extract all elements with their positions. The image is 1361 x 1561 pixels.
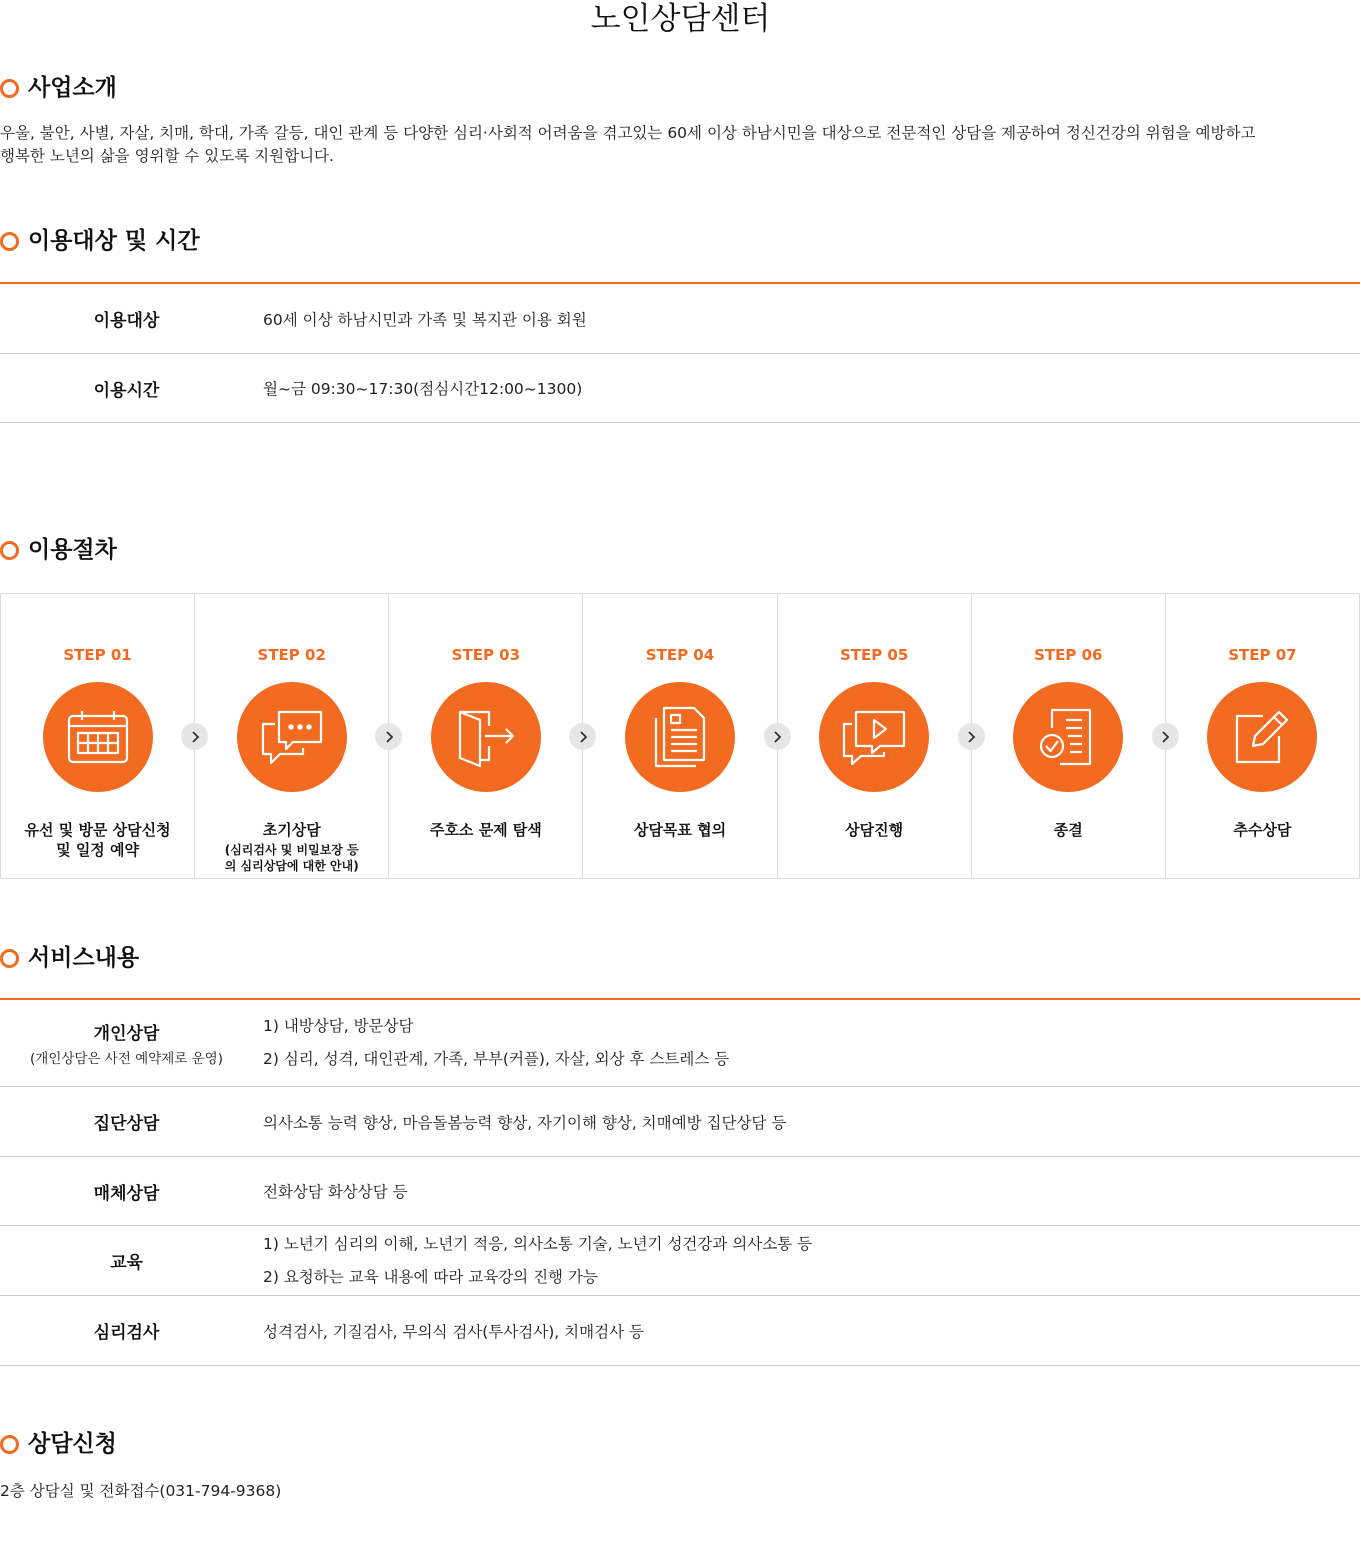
row-label: 심리검사: [93, 1323, 160, 1343]
step-icon-circle: [431, 682, 541, 792]
value-line: 1) 노년기 심리의 이해, 노년기 적응, 의사소통 기술, 노년기 성건강과 의사소통 등: [263, 1234, 813, 1253]
table-row: [0, 354, 1360, 423]
chevron-right-icon: [384, 731, 394, 743]
row-label-text: 개인상담: [93, 1024, 160, 1044]
video-chat-icon: [840, 708, 908, 766]
row-value: 전화상담 화상상담 등: [263, 1183, 408, 1201]
step-label: 상담진행: [845, 821, 904, 839]
services-table: [0, 998, 1360, 1366]
section-title: 상담신청: [28, 1431, 117, 1457]
step-icon-circle: [819, 682, 929, 792]
value-line: 1) 내방상담, 방문상담: [263, 1017, 414, 1035]
chat-bubbles-icon: [259, 708, 325, 766]
circle-bullet-icon: [0, 1435, 19, 1454]
step-card: [1, 594, 195, 878]
table-row: [0, 1226, 1360, 1296]
intro-text: [0, 122, 1300, 168]
value-line: 2) 심리, 성격, 대인관계, 가족, 부부(커플), 자살, 외상 후 스트레스 등: [263, 1050, 730, 1068]
intro-line-2: 행복한 노년의 삶을 영위할 수 있도록 지원합니다.: [0, 147, 334, 165]
step-arrow: [764, 723, 791, 750]
step-card: [1166, 594, 1359, 878]
step-label-line: 및 일정 예약: [56, 841, 140, 859]
row-label-sub: (개인상담은 사전 예약제로 운영): [30, 1051, 223, 1067]
table-row: [0, 1087, 1360, 1157]
step-number: STEP 05: [839, 646, 909, 664]
section-title: 사업소개: [28, 75, 117, 101]
step-number: STEP 01: [63, 646, 132, 664]
apply-text: 2층 상담실 및 전화접수(031-794-9368): [0, 1482, 282, 1500]
row-value: [253, 1010, 1360, 1076]
chevron-right-icon: [1160, 731, 1170, 743]
section-title: 이용절차: [28, 537, 117, 563]
chevron-right-icon: [772, 731, 782, 743]
row-value: 의사소통 능력 향상, 마음돌봄능력 향상, 자기이해 향상, 치매예방 집단상담 등: [263, 1113, 787, 1132]
step-label: 상담목표 협의: [633, 821, 727, 839]
section-heading-procedure: [0, 533, 117, 567]
section-title: 서비스내용: [28, 945, 140, 971]
step-number: STEP 02: [257, 646, 326, 664]
row-value: 성격검사, 기질검사, 무의식 검사(투사검사), 치매검사 등: [263, 1322, 644, 1341]
row-label: 이용시간: [93, 380, 160, 401]
section-heading-usage: [0, 224, 200, 258]
step-card: [778, 594, 972, 878]
page-title: 노인상담센터: [590, 1, 771, 37]
table-row: [0, 284, 1360, 354]
row-value: 60세 이상 하남시민과 가족 및 복지관 이용 회원: [263, 310, 587, 329]
step-number: STEP 07: [1228, 646, 1297, 664]
step-icon-circle: [237, 682, 347, 792]
step-label: 주호소 문제 탐색: [429, 821, 542, 839]
table-row: [0, 1296, 1360, 1366]
intro-line-1: 우울, 불안, 사별, 자살, 치매, 학대, 가족 갈등, 대인 관계 등 다양한 심리·사회적 어려움을 겪고있는 60세 이상 하남시민을 대상으로 전문적인 상담을 제공하여 정신건강의 위험을 예방하고: [0, 124, 1256, 142]
checklist-icon: [1038, 706, 1098, 768]
circle-bullet-icon: [0, 79, 19, 98]
step-label: 종결: [1053, 821, 1083, 839]
step-card: [583, 594, 777, 878]
step-number: STEP 03: [451, 646, 521, 664]
step-label-line: 초기상담: [262, 821, 321, 839]
step-number: STEP 04: [645, 646, 715, 664]
row-value: [253, 1228, 1360, 1294]
chevron-right-icon: [966, 731, 976, 743]
door-exit-icon: [455, 706, 517, 768]
document-icon: [654, 706, 706, 768]
step-label: 추수상담: [1233, 821, 1292, 839]
section-heading-apply: [0, 1427, 117, 1461]
step-icon-circle: [1207, 682, 1317, 792]
step-note: (심리검사 및 비밀보장 등의 심리상담에 대한 안내): [224, 843, 359, 873]
circle-bullet-icon: [0, 541, 19, 560]
usage-table: [0, 282, 1360, 423]
row-value: 월~금 09:30~17:30(점심시간12:00~1300): [263, 380, 583, 398]
step-arrow: [181, 723, 208, 750]
table-row: [0, 1000, 1360, 1087]
step-label-line: 유선 및 방문 상담신청: [24, 821, 171, 839]
circle-bullet-icon: [0, 232, 19, 251]
section-heading-intro: [0, 71, 117, 105]
step-icon-circle: [43, 682, 153, 792]
row-label: 교육: [110, 1253, 143, 1273]
section-heading-services: [0, 941, 139, 975]
row-label: 매체상담: [93, 1183, 160, 1204]
step-label: [199, 820, 384, 874]
step-icon-circle: [625, 682, 735, 792]
step-label: [5, 820, 190, 860]
value-line: 2) 요청하는 교육 내용에 따라 교육강의 진행 가능: [263, 1267, 598, 1286]
step-card: [972, 594, 1166, 878]
calendar-icon: [67, 709, 129, 765]
edit-note-icon: [1233, 708, 1291, 766]
row-label: 이용대상: [93, 311, 160, 331]
row-label: 집단상담: [93, 1114, 160, 1134]
chevron-right-icon: [190, 731, 200, 743]
step-number: STEP 06: [1034, 646, 1103, 664]
circle-bullet-icon: [0, 949, 19, 968]
section-title: 이용대상 및 시간: [28, 228, 200, 254]
step-card: [195, 594, 389, 878]
step-arrow: [958, 723, 985, 750]
step-card: [389, 594, 583, 878]
chevron-right-icon: [578, 731, 588, 743]
step-arrow: [1152, 723, 1179, 750]
row-label: [0, 1019, 253, 1067]
table-row: [0, 1157, 1360, 1226]
procedure-steps: [0, 593, 1360, 879]
step-icon-circle: [1013, 682, 1123, 792]
